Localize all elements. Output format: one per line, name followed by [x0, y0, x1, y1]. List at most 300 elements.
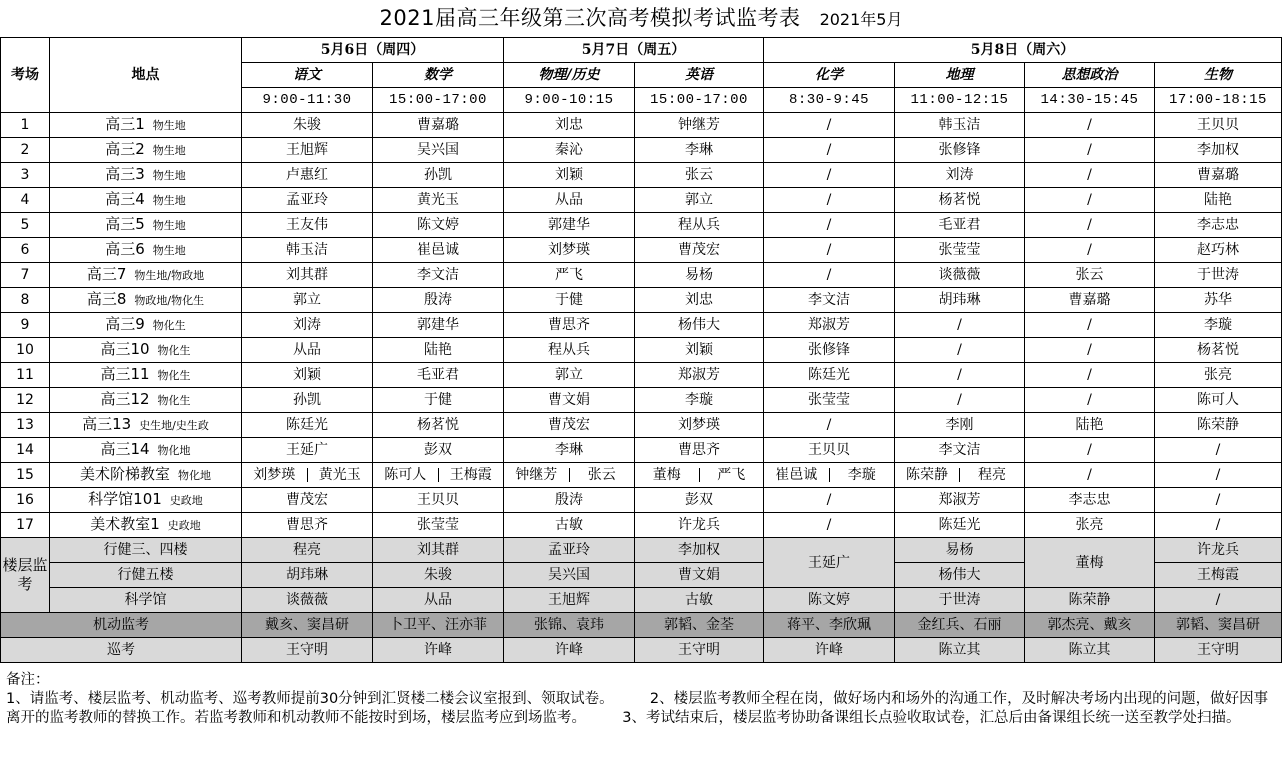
exam-room-number: 2 [1, 138, 50, 163]
proctor-cell: 王贝贝 [764, 438, 895, 463]
proctor-cell: 郭建华 [373, 313, 504, 338]
page-title: 2021届高三年级第三次高考模拟考试监考表 [379, 6, 801, 30]
proctor-cell: 郭立 [635, 188, 764, 213]
proctor-cell: 刘颖 [242, 363, 373, 388]
proctor-cell: / [764, 513, 895, 538]
proctor-cell: 曹思齐 [242, 513, 373, 538]
proctor-cell: / [1155, 513, 1282, 538]
proctor-cell: 吴兴国 [504, 563, 635, 588]
day-header-row [1, 38, 1282, 63]
proctor-cell: / [895, 388, 1025, 413]
time-header: 14:30-15:45 [1025, 88, 1155, 113]
proctor-cell: 李刚 [895, 413, 1025, 438]
subject-header: 地理 [895, 63, 1025, 88]
proctor-cell: 李文洁 [764, 288, 895, 313]
time-header: 9:00-11:30 [242, 88, 373, 113]
proctor-cell: / [895, 338, 1025, 363]
exam-room-header: 考场 [1, 38, 50, 113]
proctor-cell: 李志忠 [1025, 488, 1155, 513]
proctor-cell: 毛亚君 [373, 363, 504, 388]
proctor-cell: / [1155, 463, 1282, 488]
proctor-cell: 张亮 [1025, 513, 1155, 538]
time-header: 15:00-17:00 [635, 88, 764, 113]
proctor-name: 严飞 [699, 468, 764, 482]
proctor-cell: 刘梦瑛 [504, 238, 635, 263]
location-name: 高三10 [100, 340, 150, 358]
location-subject-combo: 物化生 [152, 319, 186, 332]
proctor-name: 张云 [569, 468, 635, 482]
exam-room-number: 12 [1, 388, 50, 413]
proctor-cell: 彭双 [373, 438, 504, 463]
proctor-cell: 程从兵 [504, 338, 635, 363]
exam-room-number: 13 [1, 413, 50, 438]
location-name: 高三3 [105, 165, 145, 183]
exam-room-number: 3 [1, 163, 50, 188]
proctor-cell: / [1025, 238, 1155, 263]
notes-heading: 备注： [6, 672, 50, 688]
proctor-cell: 郭建华 [504, 213, 635, 238]
proctor-split-cell [764, 463, 895, 488]
mobile-proctor-cell: 戴亥、窦昌研 [242, 613, 373, 638]
proctor-cell: / [1025, 338, 1155, 363]
exam-room-number: 16 [1, 488, 50, 513]
proctor-cell: 张亮 [1155, 363, 1282, 388]
exam-room-number: 6 [1, 238, 50, 263]
location-name: 科学馆101 [88, 490, 162, 508]
proctor-cell: 赵巧林 [1155, 238, 1282, 263]
proctor-name: 陈可人 [384, 467, 427, 483]
time-header: 9:00-10:15 [504, 88, 635, 113]
proctor-cell: 陈廷光 [895, 513, 1025, 538]
proctor-cell: 殷涛 [504, 488, 635, 513]
patrol-cell: 王守明 [1155, 638, 1282, 663]
proctor-cell: / [1025, 388, 1155, 413]
proctor-cell: 杨伟大 [635, 313, 764, 338]
proctor-cell: 张修锋 [895, 138, 1025, 163]
proctor-cell: 曹茂宏 [504, 413, 635, 438]
proctor-cell: 陈可人 [1155, 388, 1282, 413]
proctor-cell: / [1025, 438, 1155, 463]
location-subject-combo: 物化地 [157, 444, 191, 457]
politics-floor-proctor: 董梅 [1025, 538, 1155, 588]
chemistry-floor-proctor: 王延广 [764, 538, 895, 588]
proctor-cell: 从品 [504, 188, 635, 213]
proctor-cell: 杨茗悦 [1155, 338, 1282, 363]
proctor-cell: 程从兵 [635, 213, 764, 238]
proctor-cell: 于健 [373, 388, 504, 413]
proctor-split-cell [504, 463, 635, 488]
proctor-cell: / [1025, 138, 1155, 163]
exam-room-row [1, 513, 1282, 538]
proctor-cell: / [764, 188, 895, 213]
location-name: 高三11 [100, 365, 150, 383]
day-header: 5月8日（周六） [764, 38, 1282, 63]
notes [6, 671, 1278, 728]
proctor-cell: 崔邑诚 [373, 238, 504, 263]
location-cell [50, 488, 242, 513]
location-cell [50, 238, 242, 263]
proctor-cell: / [764, 138, 895, 163]
location-subject-combo: 物生地 [152, 144, 186, 157]
location-subject-combo: 史政地 [169, 494, 203, 507]
location-cell [50, 363, 242, 388]
proctor-cell: / [1025, 188, 1155, 213]
proctor-cell: 郭立 [504, 363, 635, 388]
patrol-label: 巡考 [1, 638, 242, 663]
proctor-cell: 刘颖 [504, 163, 635, 188]
exam-room-row [1, 138, 1282, 163]
mobile-proctor-cell: 蒋平、李欣珮 [764, 613, 895, 638]
proctor-cell: 刘忠 [635, 288, 764, 313]
location-subject-combo: 物化生 [157, 394, 191, 407]
proctor-cell: 张修锋 [764, 338, 895, 363]
exam-room-row [1, 363, 1282, 388]
mobile-proctor-cell: 郭韬、金荃 [635, 613, 764, 638]
proctor-cell: 曹茂宏 [242, 488, 373, 513]
proctor-cell: 曹思齐 [504, 313, 635, 338]
time-header: 8:30-9:45 [764, 88, 895, 113]
proctor-cell: 王旭辉 [504, 588, 635, 613]
proctor-name: 黄光玉 [307, 468, 373, 482]
location-cell [50, 263, 242, 288]
location-cell [50, 163, 242, 188]
proctor-cell: 陆艳 [373, 338, 504, 363]
location-name: 高三6 [105, 240, 145, 258]
exam-room-number: 17 [1, 513, 50, 538]
proctor-cell: / [1025, 163, 1155, 188]
exam-room-row [1, 438, 1282, 463]
time-header: 17:00-18:15 [1155, 88, 1282, 113]
proctor-name: 陈荣静 [906, 467, 948, 483]
proctor-cell: 陈荣静 [1025, 588, 1155, 613]
subject-header: 思想政治 [1025, 63, 1155, 88]
exam-room-row [1, 263, 1282, 288]
location-cell [50, 213, 242, 238]
proctor-cell: 胡玮琳 [895, 288, 1025, 313]
proctor-cell: 李加权 [635, 538, 764, 563]
proctor-cell: 张莹莹 [895, 238, 1025, 263]
proctor-cell: / [764, 413, 895, 438]
split-pair [764, 468, 894, 482]
floor-supervision-row [1, 538, 1282, 563]
page-title-bar [0, 0, 1282, 37]
subject-header: 语文 [242, 63, 373, 88]
proctor-name: 钟继芳 [515, 467, 558, 483]
location-cell [50, 388, 242, 413]
location-name: 高三13 [82, 415, 132, 433]
proctor-cell: 殷涛 [373, 288, 504, 313]
proctor-cell: 曹文娟 [504, 388, 635, 413]
proctor-cell: 黄光玉 [373, 188, 504, 213]
split-pair [242, 468, 372, 482]
proctor-name: 王梅霞 [438, 468, 504, 482]
proctor-cell: 刘梦瑛 [635, 413, 764, 438]
proctor-cell: 杨伟大 [895, 563, 1025, 588]
page-subtitle: 2021年5月 [819, 10, 903, 29]
exam-room-number: 8 [1, 288, 50, 313]
floor-area-name: 科学馆 [50, 588, 242, 613]
mobile-proctor-cell: 卜卫平、汪亦菲 [373, 613, 504, 638]
proctor-cell: / [764, 163, 895, 188]
mobile-proctor-cell: 郭杰亮、戴亥 [1025, 613, 1155, 638]
proctor-cell: 严飞 [504, 263, 635, 288]
proctor-name: 李璇 [829, 468, 895, 482]
exam-room-number: 14 [1, 438, 50, 463]
subject-header: 化学 [764, 63, 895, 88]
subject-header: 生物 [1155, 63, 1282, 88]
subject-header: 英语 [635, 63, 764, 88]
proctor-cell: 苏华 [1155, 288, 1282, 313]
proctor-split-cell [373, 463, 504, 488]
split-pair [895, 468, 1024, 482]
subject-header: 物理/历史 [504, 63, 635, 88]
proctor-name: 刘梦瑛 [253, 467, 296, 483]
floor-area-name: 行健三、四楼 [50, 538, 242, 563]
exam-room-row [1, 213, 1282, 238]
location-name: 美术阶梯教室 [79, 465, 170, 483]
location-cell [50, 188, 242, 213]
proctor-cell: 吴兴国 [373, 138, 504, 163]
proctor-name: 崔邑诚 [775, 467, 818, 483]
proctor-cell: 李璇 [635, 388, 764, 413]
exam-room-row [1, 488, 1282, 513]
proctor-cell: 古敏 [635, 588, 764, 613]
exam-room-row [1, 313, 1282, 338]
location-name: 高三7 [86, 265, 127, 283]
exam-room-number: 10 [1, 338, 50, 363]
proctor-cell: 王梅霞 [1155, 563, 1282, 588]
proctor-cell: 李文洁 [373, 263, 504, 288]
proctor-cell: 韩玉洁 [242, 238, 373, 263]
proctor-cell: 许龙兵 [635, 513, 764, 538]
notes-text: 1、请监考、楼层监考、机动监考、巡考教师提前30分钟到汇贤楼二楼会议室报到、领取试卷。 2、楼层监考教师全程在岗，做好场内和场外的沟通工作，及时解决考场内出现的问题，做好因事离开的监考教师的替换工作。若监考教师和机动教师不能按时到场，楼层监考应到场监考。 3、考试结束后，楼层监考协助备课组长点验收取试卷，汇总后由备课组长统一送至教学处扫描。 [6, 691, 1269, 726]
location-name: 高三2 [105, 140, 145, 158]
exam-room-row [1, 413, 1282, 438]
proctor-cell: 卢惠红 [242, 163, 373, 188]
location-subject-combo: 史生地/史生政 [139, 419, 209, 432]
split-pair [504, 468, 634, 482]
location-name: 高三14 [100, 440, 150, 458]
proctor-cell: / [1155, 438, 1282, 463]
exam-room-row [1, 113, 1282, 138]
proctor-cell: / [764, 113, 895, 138]
location-name: 高三12 [100, 390, 150, 408]
proctor-cell: 曹嘉璐 [1025, 288, 1155, 313]
patrol-row [1, 638, 1282, 663]
proctor-cell: 陈文婷 [373, 213, 504, 238]
proctor-cell: 于健 [504, 288, 635, 313]
location-cell [50, 313, 242, 338]
proctor-cell: 王旭辉 [242, 138, 373, 163]
exam-room-row [1, 463, 1282, 488]
proctor-cell: 孙凯 [373, 163, 504, 188]
mobile-proctor-cell: 郭韬、窦昌研 [1155, 613, 1282, 638]
subject-header: 数学 [373, 63, 504, 88]
proctor-cell: / [1025, 363, 1155, 388]
location-header: 地点 [50, 38, 242, 113]
proctor-cell: 朱骏 [242, 113, 373, 138]
proctor-split-cell [635, 463, 764, 488]
proctor-cell: 王贝贝 [1155, 113, 1282, 138]
location-cell [50, 138, 242, 163]
exam-room-number: 5 [1, 213, 50, 238]
proctor-cell: 李璇 [1155, 313, 1282, 338]
patrol-cell: 陈立其 [1025, 638, 1155, 663]
proctor-cell: 毛亚君 [895, 213, 1025, 238]
proctor-cell: 程亮 [242, 538, 373, 563]
mobile-supervision-label: 机动监考 [1, 613, 242, 638]
proctor-cell: 于世涛 [895, 588, 1025, 613]
proctor-cell: / [1025, 463, 1155, 488]
proctor-cell: 陆艳 [1025, 413, 1155, 438]
proctor-cell: / [764, 238, 895, 263]
proctor-cell: 张莹莹 [764, 388, 895, 413]
proctor-cell: 刘涛 [895, 163, 1025, 188]
exam-room-row [1, 388, 1282, 413]
proctor-cell: 钟继芳 [635, 113, 764, 138]
proctor-cell: 陈荣静 [1155, 413, 1282, 438]
proctor-cell: 易杨 [635, 263, 764, 288]
proctor-cell: / [764, 488, 895, 513]
location-cell [50, 413, 242, 438]
day-header: 5月6日（周四） [242, 38, 504, 63]
patrol-cell: 王守明 [242, 638, 373, 663]
proctor-cell: 古敏 [504, 513, 635, 538]
floor-supervision-label: 楼层监考 [1, 538, 50, 613]
location-cell [50, 338, 242, 363]
proctor-cell: 王贝贝 [373, 488, 504, 513]
mobile-proctor-cell: 张锦、袁玮 [504, 613, 635, 638]
exam-room-number: 4 [1, 188, 50, 213]
patrol-cell: 许峰 [504, 638, 635, 663]
proctor-cell: 彭双 [635, 488, 764, 513]
exam-room-row [1, 163, 1282, 188]
location-cell [50, 513, 242, 538]
proctor-split-cell [242, 463, 373, 488]
location-cell [50, 288, 242, 313]
patrol-cell: 王守明 [635, 638, 764, 663]
proctor-cell: 张云 [635, 163, 764, 188]
exam-room-row [1, 238, 1282, 263]
location-subject-combo: 物化生 [157, 344, 191, 357]
patrol-cell: 陈立其 [895, 638, 1025, 663]
exam-room-row [1, 288, 1282, 313]
proctor-cell: 曹茂宏 [635, 238, 764, 263]
location-subject-combo: 物生地 [152, 119, 186, 132]
location-subject-combo: 物生地 [152, 244, 186, 257]
proctor-cell: 陈廷光 [242, 413, 373, 438]
exam-room-number: 7 [1, 263, 50, 288]
proctor-cell: 孙凯 [242, 388, 373, 413]
proctor-cell: 孟亚玲 [242, 188, 373, 213]
proctor-cell: 张云 [1025, 263, 1155, 288]
location-subject-combo: 物化生 [157, 369, 191, 382]
proctor-cell: / [1155, 588, 1282, 613]
proctor-cell: 韩玉洁 [895, 113, 1025, 138]
proctor-cell: 谈薇薇 [242, 588, 373, 613]
location-subject-combo: 物生地 [152, 219, 186, 232]
proctor-cell: 王延广 [242, 438, 373, 463]
proctor-cell: / [1155, 488, 1282, 513]
patrol-cell: 许峰 [764, 638, 895, 663]
exam-room-row [1, 338, 1282, 363]
proctor-cell: 胡玮琳 [242, 563, 373, 588]
proctor-cell: 易杨 [895, 538, 1025, 563]
proctor-cell: / [1025, 313, 1155, 338]
location-subject-combo: 物政地/物化生 [134, 294, 205, 307]
proctor-cell: 曹嘉璐 [1155, 163, 1282, 188]
exam-room-number: 1 [1, 113, 50, 138]
proctor-cell: 郭立 [242, 288, 373, 313]
proctor-cell: 曹思齐 [635, 438, 764, 463]
location-subject-combo: 物化地 [178, 469, 211, 482]
location-cell [50, 463, 242, 488]
proctor-cell: 郑淑芳 [635, 363, 764, 388]
location-name: 高三4 [105, 190, 145, 208]
proctor-cell: 李加权 [1155, 138, 1282, 163]
proctor-cell: 曹文娟 [635, 563, 764, 588]
proctor-cell: 郑淑芳 [764, 313, 895, 338]
proctor-cell: 陈廷光 [764, 363, 895, 388]
proctor-cell: 从品 [242, 338, 373, 363]
location-subject-combo: 物生地/物政地 [134, 269, 205, 282]
mobile-proctor-cell: 金红兵、石丽 [895, 613, 1025, 638]
proctor-cell: 刘其群 [242, 263, 373, 288]
proctor-cell: 从品 [373, 588, 504, 613]
proctor-cell: 刘涛 [242, 313, 373, 338]
time-header: 15:00-17:00 [373, 88, 504, 113]
proctor-cell: 秦沁 [504, 138, 635, 163]
proctor-cell: 杨茗悦 [895, 188, 1025, 213]
proctor-cell: / [764, 263, 895, 288]
location-name: 高三5 [105, 215, 145, 233]
proctor-name: 程亮 [959, 468, 1024, 482]
proctor-cell: / [764, 213, 895, 238]
location-subject-combo: 史政地 [167, 519, 201, 532]
proctor-cell: 刘其群 [373, 538, 504, 563]
proctor-cell: 杨茗悦 [373, 413, 504, 438]
proctor-cell: 于世涛 [1155, 263, 1282, 288]
floor-supervision-row [1, 588, 1282, 613]
proctor-cell: 李琳 [504, 438, 635, 463]
location-subject-combo: 物生地 [152, 194, 186, 207]
proctor-cell: 朱骏 [373, 563, 504, 588]
proctor-cell: 曹嘉璐 [373, 113, 504, 138]
proctor-cell: 谈薇薇 [895, 263, 1025, 288]
location-name: 美术教室1 [90, 515, 160, 533]
proctor-cell: 孟亚玲 [504, 538, 635, 563]
location-name: 高三9 [105, 315, 145, 333]
proctor-cell: / [1025, 113, 1155, 138]
patrol-cell: 许峰 [373, 638, 504, 663]
proctor-cell: 许龙兵 [1155, 538, 1282, 563]
proctor-cell: 李志忠 [1155, 213, 1282, 238]
proctor-name: 董梅 [652, 467, 681, 483]
proctor-cell: 郑淑芳 [895, 488, 1025, 513]
proctor-cell: 张莹莹 [373, 513, 504, 538]
exam-room-number: 9 [1, 313, 50, 338]
proctor-cell: 刘颖 [635, 338, 764, 363]
exam-room-number: 15 [1, 463, 50, 488]
day-header: 5月7日（周五） [504, 38, 764, 63]
location-subject-combo: 物生地 [152, 169, 186, 182]
split-pair [373, 468, 503, 482]
exam-room-number: 11 [1, 363, 50, 388]
exam-room-row [1, 188, 1282, 213]
location-cell [50, 438, 242, 463]
proctor-cell: 陈文婷 [764, 588, 895, 613]
location-cell [50, 113, 242, 138]
